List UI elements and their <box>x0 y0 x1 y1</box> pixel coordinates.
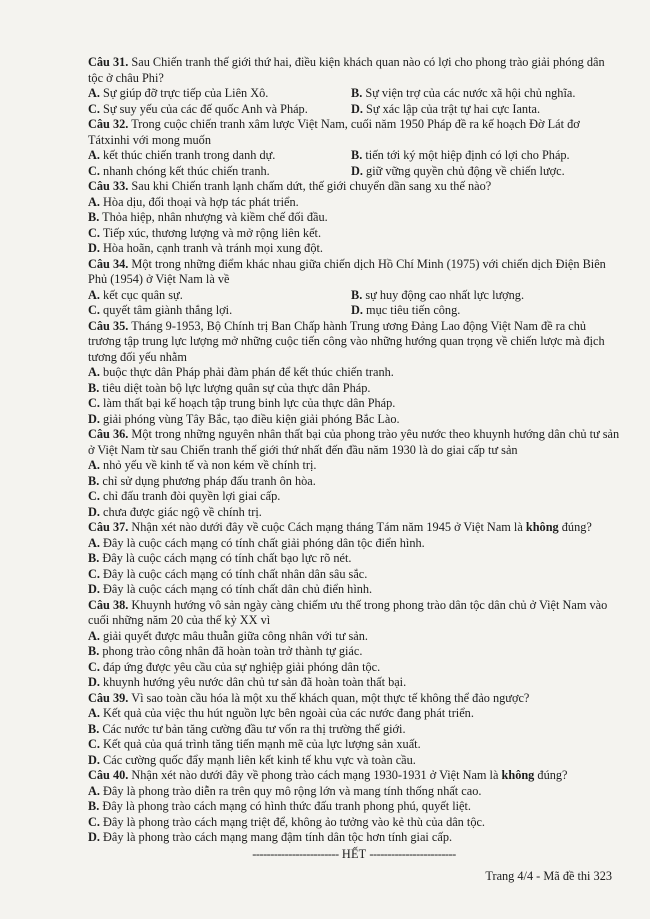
answer-option <box>88 396 620 412</box>
answer-option <box>88 737 620 753</box>
option-text: Tiếp xúc, thương lượng và mở rộng liên kết. <box>102 225 322 240</box>
answer-option <box>88 644 620 660</box>
question-label: Câu 33. <box>88 179 129 193</box>
option-letter: C. <box>88 303 100 317</box>
option-text: sự huy động cao nhất lực lượng. <box>365 287 525 302</box>
answer-option <box>88 489 620 505</box>
answer-option <box>88 551 620 567</box>
option-row <box>88 303 620 319</box>
question-label: Câu 32. <box>88 117 129 131</box>
question-block <box>88 768 620 846</box>
option-letter: D. <box>351 101 363 116</box>
question-text: đúng? <box>534 768 568 782</box>
option-text: giải quyết được mâu thuẫn giữa công nhân với tư sản. <box>103 628 368 643</box>
option-letter: A. <box>88 535 100 550</box>
answer-option <box>88 629 620 645</box>
question-block <box>88 319 620 428</box>
option-row <box>88 102 620 118</box>
question-block <box>88 598 620 691</box>
answer-option <box>88 381 620 397</box>
question-stem <box>88 598 620 629</box>
option-letter: D. <box>88 675 100 689</box>
option-letter: A. <box>88 148 100 162</box>
question-emphasis: không <box>525 520 559 534</box>
question-text: đúng? <box>558 520 592 534</box>
answer-option <box>88 722 620 738</box>
option-text: Đây là cuộc cách mạng có tính chất nhân dân sâu sắc. <box>103 566 368 581</box>
answer-option <box>88 799 620 815</box>
question-label: Câu 40. <box>88 768 129 782</box>
option-letter: B. <box>88 644 100 658</box>
answer-option <box>88 784 620 800</box>
option-text: Các nước tư bản tăng cường đầu tư vốn ra thị trường thế giới. <box>102 721 406 736</box>
option-text: kết thúc chiến tranh trong danh dự. <box>103 148 276 162</box>
option-letter: C. <box>88 659 100 674</box>
answer-option <box>88 505 620 521</box>
option-letter: B. <box>88 551 100 565</box>
option-text: tiêu diệt toàn bộ lực lượng quân sự của thực dân Pháp. <box>102 380 371 395</box>
option-letter: D. <box>88 752 100 767</box>
option-letter: B. <box>88 210 100 224</box>
question-stem <box>88 319 620 366</box>
answer-option <box>88 753 620 769</box>
option-letter: D. <box>88 504 100 519</box>
option-row <box>88 164 620 180</box>
end-word: HẾT <box>341 846 367 861</box>
question-label: Câu 39. <box>88 690 129 705</box>
question-stem <box>88 55 620 86</box>
answer-option <box>88 148 351 164</box>
answer-option <box>351 102 620 118</box>
option-row <box>88 86 620 102</box>
option-letter: B. <box>88 380 100 395</box>
question-text: Vì sao toàn cầu hóa là một xu thế khách quan, một thực tế không thể đảo ngược? <box>131 690 530 705</box>
option-letter: A. <box>88 287 100 302</box>
question-list <box>88 55 620 846</box>
end-dashes-right: ------------------------ <box>369 846 456 861</box>
option-text: nhỏ yếu về kinh tế và non kém về chính trị. <box>103 458 317 472</box>
option-text: phong trào công nhân đã hoàn toàn trở thành tự giác. <box>102 644 363 658</box>
answer-option <box>88 86 351 102</box>
answer-option <box>88 660 620 676</box>
question-block <box>88 520 620 598</box>
answer-option <box>88 474 620 490</box>
answer-option <box>88 830 620 846</box>
option-text: Hòa hoãn, cạnh tranh và tránh mọi xung đột. <box>103 241 323 255</box>
question-label: Câu 31. <box>88 55 129 69</box>
answer-option <box>351 148 620 164</box>
option-text: khuynh hướng yêu nước dân chủ tư sản đã hoàn toàn thất bại. <box>103 675 407 689</box>
option-letter: A. <box>88 783 100 798</box>
option-letter: B. <box>351 148 363 162</box>
answer-option <box>88 102 351 118</box>
answer-option <box>88 412 620 428</box>
answer-option <box>88 210 620 226</box>
answer-option <box>88 195 620 211</box>
question-text: Nhận xét nào dưới đây về cuộc Cách mạng tháng Tám năm 1945 ở Việt Nam là <box>131 520 526 534</box>
option-text: giải phóng vùng Tây Bắc, tạo điều kiện giải phóng Bắc Lào. <box>103 411 400 426</box>
option-letter: C. <box>88 489 100 503</box>
answer-option <box>351 303 620 319</box>
answer-option <box>88 164 351 180</box>
option-text: làm thất bại kế hoạch tập trung binh lực của thực dân Pháp. <box>103 396 396 410</box>
option-text: quyết tâm giành thắng lợi. <box>103 303 233 317</box>
option-text: mục tiêu tiến công. <box>366 303 461 317</box>
option-text: Sự giúp đỡ trực tiếp của Liên Xô. <box>103 86 269 100</box>
option-letter: B. <box>88 721 100 736</box>
answer-option <box>88 675 620 691</box>
option-text: Đây là cuộc cách mạng có tính chất dân chủ điển hình. <box>103 582 373 596</box>
answer-option <box>88 241 620 257</box>
answer-option <box>88 458 620 474</box>
answer-option <box>88 536 620 552</box>
answer-option <box>88 303 351 319</box>
option-text: buộc thực dân Pháp phải đàm phán để kết thúc chiến tranh. <box>103 365 394 379</box>
option-text: Hòa dịu, đối thoại và hợp tác phát triển. <box>103 194 299 209</box>
question-text: Tháng 9-1953, Bộ Chính trị Ban Chấp hành Trung ương Đảng Lao động Việt Nam đề ra chủ trương tập trung lực lượng mở những cuộc tiến công vào những hướng quan trọng về chiến lược mà địch tương đối yếu nhằm <box>88 318 605 364</box>
option-letter: A. <box>88 706 100 720</box>
option-text: tiến tới ký một hiệp định có lợi cho Pháp. <box>365 148 570 162</box>
answer-option <box>88 226 620 242</box>
option-letter: C. <box>88 566 100 581</box>
option-text: Kết quả của quá trình tăng tiến mạnh mẽ của lực lượng sản xuất. <box>103 737 421 751</box>
question-label: Câu 34. <box>88 256 129 271</box>
question-text: Một trong những điểm khác nhau giữa chiến dịch Hồ Chí Minh (1975) với chiến dịch Điện Biên Phủ (1954) ở Việt Nam là về <box>88 256 606 286</box>
option-text: Đây là phong trào cách mạng triệt để, không ảo tưởng vào kẻ thù của dân tộc. <box>103 814 486 829</box>
option-letter: D. <box>88 582 100 596</box>
question-label: Câu 35. <box>88 318 129 333</box>
option-row <box>88 148 620 164</box>
option-text: Sự xác lập của trật tự hai cực Ianta. <box>366 101 541 116</box>
option-text: Các cường quốc đẩy mạnh liên kết kinh tế khu vực và toàn cầu. <box>103 752 416 767</box>
answer-option <box>351 288 620 304</box>
option-letter: D. <box>351 163 363 178</box>
question-stem <box>88 179 620 195</box>
answer-option <box>351 164 620 180</box>
option-letter: A. <box>88 628 100 643</box>
option-text: kết cục quân sự. <box>103 287 183 302</box>
question-text: Trong cuộc chiến tranh xâm lược Việt Nam, cuối năm 1950 Pháp đề ra kế hoạch Đờ Lát đơ Tátxinhi với mong muốn <box>88 117 580 147</box>
answer-option <box>88 582 620 598</box>
option-letter: C. <box>88 396 100 410</box>
question-block <box>88 117 620 179</box>
option-text: Đây là cuộc cách mạng có tính chất giải phóng dân tộc điển hình. <box>103 535 425 550</box>
option-letter: C. <box>88 814 100 829</box>
option-letter: A. <box>88 365 100 379</box>
option-letter: D. <box>351 303 363 317</box>
option-letter: B. <box>351 287 363 302</box>
option-text: nhanh chóng kết thúc chiến tranh. <box>103 163 270 178</box>
answer-option <box>88 365 620 381</box>
option-letter: B. <box>88 799 100 813</box>
question-label: Câu 37. <box>88 520 129 534</box>
option-text: Sự suy yếu của các đế quốc Anh và Pháp. <box>103 101 308 116</box>
question-stem <box>88 691 620 707</box>
option-text: Đây là phong trào cách mạng có hình thức đấu tranh phong phú, quyết liệt. <box>102 799 472 813</box>
option-text: Thỏa hiệp, nhân nhượng và kiềm chế đối đầu. <box>102 210 328 224</box>
option-text: Kết quả của việc thu hút nguồn lực bên ngoài của các nước đang phát triển. <box>103 706 474 720</box>
option-text: chỉ đấu tranh đòi quyền lợi giai cấp. <box>103 489 281 503</box>
question-block <box>88 427 620 520</box>
option-letter: B. <box>88 473 100 488</box>
question-block <box>88 179 620 257</box>
option-letter: B. <box>351 86 363 100</box>
option-text: chưa được giác ngộ về chính trị. <box>103 504 262 519</box>
question-label: Câu 38. <box>88 597 129 612</box>
option-letter: D. <box>88 241 100 255</box>
question-block <box>88 55 620 117</box>
option-letter: A. <box>88 194 100 209</box>
option-text: giữ vững quyền chủ động về chiến lược. <box>366 163 565 178</box>
option-letter: D. <box>88 411 100 426</box>
question-text: Nhận xét nào dưới đây về phong trào cách mạng 1930-1931 ở Việt Nam là <box>131 768 502 782</box>
option-text: Đây là phong trào cách mạng mang đậm tính dân tộc hơn tính giai cấp. <box>103 830 453 844</box>
option-text: Đây là cuộc cách mạng có tính chất bạo lực rõ nét. <box>102 551 352 565</box>
question-text: Khuynh hướng vô sản ngày càng chiếm ưu thế trong phong trào dân tộc dân chủ ở Việt Nam vào cuối những năm 20 của thế kỷ XX vì <box>88 597 608 627</box>
option-letter: D. <box>88 830 100 844</box>
question-block <box>88 691 620 769</box>
question-emphasis: không <box>501 768 535 782</box>
question-stem <box>88 768 620 784</box>
question-stem <box>88 257 620 288</box>
question-stem <box>88 117 620 148</box>
option-letter: C. <box>88 163 100 178</box>
option-row <box>88 288 620 304</box>
end-dashes-left: ------------------------ <box>252 846 339 861</box>
answer-option <box>88 706 620 722</box>
option-text: Đây là phong trào diễn ra trên quy mô rộng lớn và mang tính thống nhất cao. <box>103 783 482 798</box>
end-mark <box>88 847 620 863</box>
answer-option <box>88 567 620 583</box>
question-text: Sau Chiến tranh thế giới thứ hai, điều kiện khách quan nào có lợi cho phong trào giải phóng dân tộc ở châu Phi? <box>88 55 605 85</box>
page-footer: Trang 4/4 - Mã đề thi 323 <box>485 869 612 883</box>
option-letter: C. <box>88 737 100 751</box>
option-text: đáp ứng được yêu cầu của sự nghiệp giải phóng dân tộc. <box>103 659 381 674</box>
answer-option <box>351 86 620 102</box>
option-letter: A. <box>88 86 100 100</box>
question-text: Sau khi Chiến tranh lạnh chấm dứt, thế giới chuyển dần sang xu thế nào? <box>131 179 492 193</box>
answer-option <box>88 815 620 831</box>
question-stem <box>88 520 620 536</box>
question-block <box>88 257 620 319</box>
question-stem <box>88 427 620 458</box>
question-text: Một trong những nguyên nhân thất bại của phong trào yêu nước theo khuynh hướng dân chủ tư sản ở Việt Nam từ sau Chiến tranh thế giới thứ nhất đến đầu năm 1930 là do giai cấp tư sản <box>88 427 620 457</box>
question-label: Câu 36. <box>88 427 129 441</box>
option-text: chỉ sử dụng phương pháp đấu tranh ôn hòa. <box>102 473 316 488</box>
option-letter: C. <box>88 101 100 116</box>
option-letter: C. <box>88 225 100 240</box>
option-letter: A. <box>88 458 100 472</box>
option-text: Sự viện trợ của các nước xã hội chủ nghĩa. <box>365 86 576 100</box>
answer-option <box>88 288 351 304</box>
